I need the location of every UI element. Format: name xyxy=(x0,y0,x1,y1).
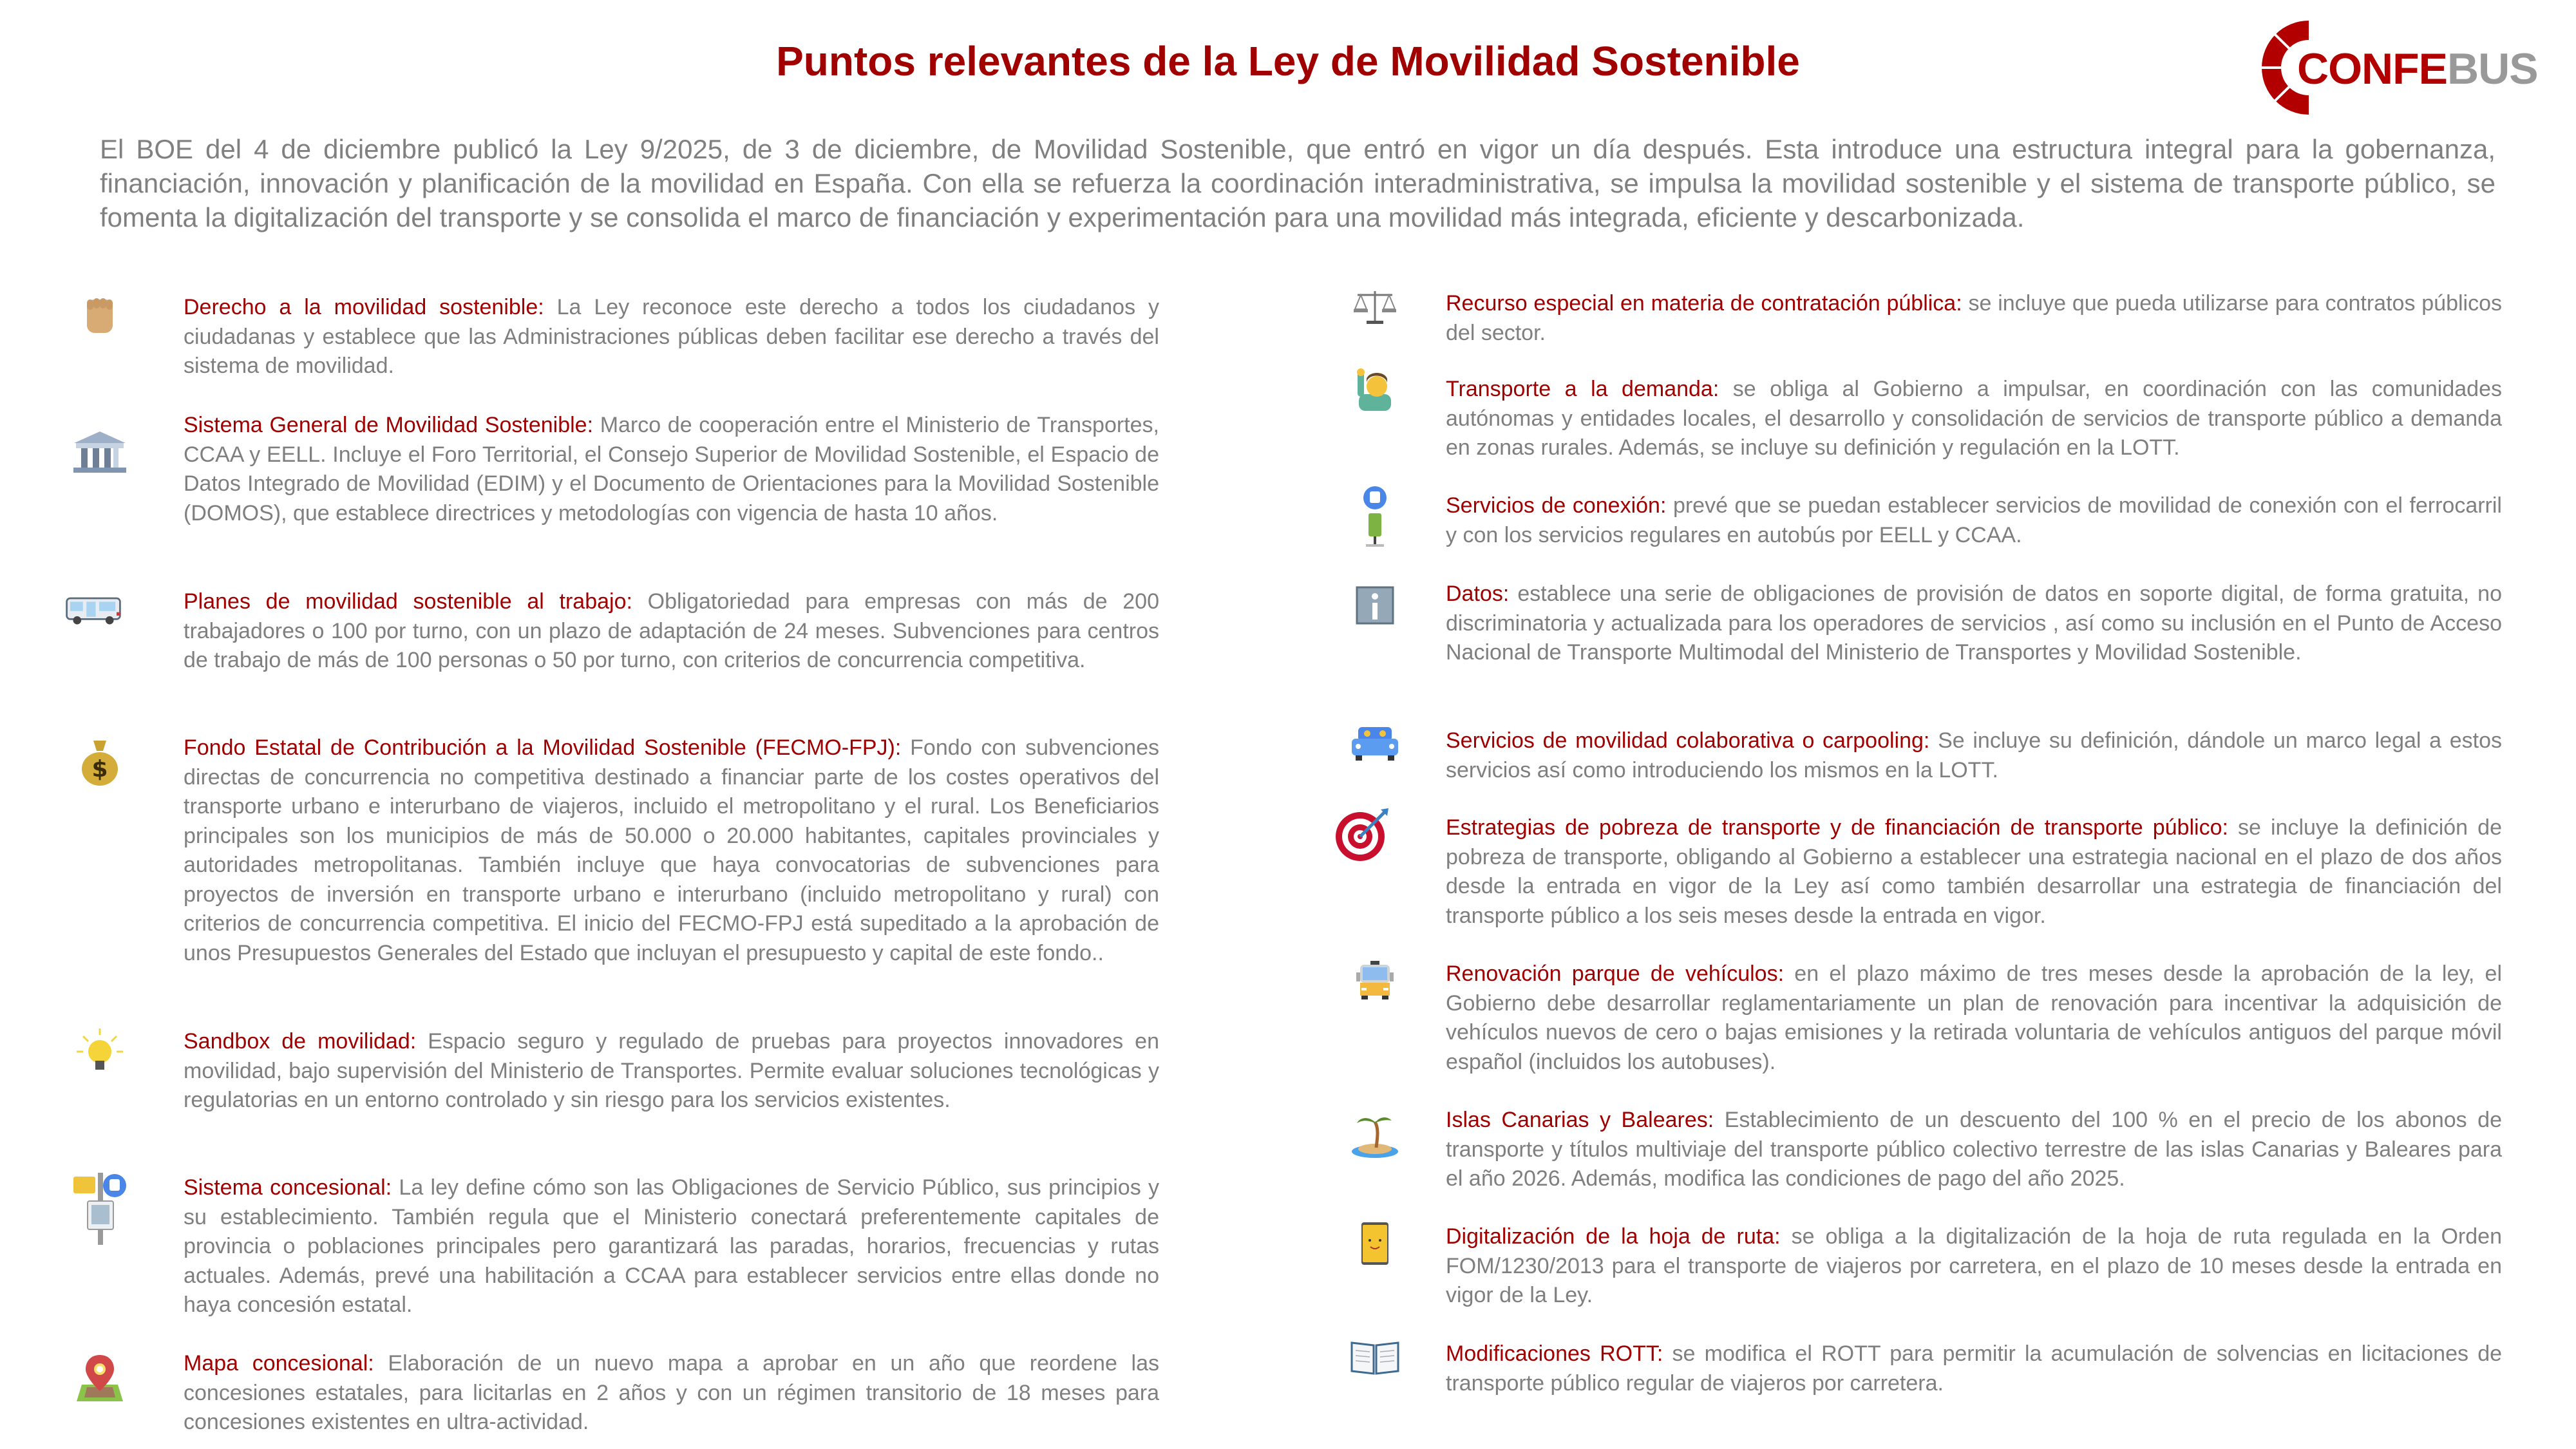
item-heading: Transporte a la demanda: xyxy=(1446,377,1719,401)
item-body: Fondo con subvenciones directas de concurrencia no competitiva destinado a financiar parte de los costes operativos del transporte urbano e interurbano de viajeros, incluido el metropolitano y el rural. Los Beneficiarios principales son los municipios de más de 50.000 o 20.000 habitantes, capitales provinciales y autoridades metropolitanas. También incluye que haya convocatorias de subvenciones para proyectos de inversión en transporte urbano e interurbano (incluido metropolitano y rural) con criterios de concurrencia competitiva. El inicio del FECMO-FPJ está supeditado a la aprobación de unos Presupuestos Generales del Estado que incluyan el presupuesto y capital de este fondo.. xyxy=(184,735,1159,965)
balance-scale-icon xyxy=(1346,278,1404,336)
bus-stop-sign-icon xyxy=(1346,485,1404,549)
item-heading: Recurso especial en materia de contratación pública: xyxy=(1446,291,1962,316)
info-icon xyxy=(1346,576,1404,634)
item-heading: Derecho a la movilidad sostenible: xyxy=(184,295,544,319)
classical-building-icon xyxy=(71,424,129,482)
bus-icon xyxy=(64,581,122,639)
logo-confe: CONFE xyxy=(2297,44,2447,93)
bus-front-icon xyxy=(1346,953,1404,1011)
item-body: Establecimiento de un descuento del 100 % en el precio de los abonos de transporte y títulos multiviaje del transporte público colectivo terrestre de las islas Canarias y Baleares para el año 2026. Además, modifica las condiciones de pago del año 2025. xyxy=(1446,1108,2503,1191)
person-raising-hand-icon xyxy=(1346,362,1404,420)
item-heading: Mapa concesional: xyxy=(184,1351,374,1376)
logo-wordmark xyxy=(2297,44,2538,94)
car-icon xyxy=(1346,715,1404,773)
item-heading: Sistema concesional: xyxy=(184,1175,392,1200)
item-body: en el plazo máximo de tres meses desde la aprobación de la ley, el Gobierno debe desarrollar reglamentariamente un plan de renovación para incentivar la adquisición de vehículos nuevos de cero o bajas emisiones y la retirada voluntaria de vehículos antiguos del parque móvil español (incluidos los autobuses). xyxy=(1446,961,2503,1074)
item-heading: Renovación parque de vehículos: xyxy=(1446,961,1785,986)
item-heading: Sandbox de movilidad: xyxy=(184,1029,417,1054)
item-body: La Ley reconoce este derecho a todos los ciudadanos y ciudadanas y establece que las Administraciones públicas deben facilitar ese derecho a través del sistema de movilidad. xyxy=(184,295,1159,378)
item-body: Elaboración de un nuevo mapa a aprobar en un año que reordene las concesiones estatales, para licitarlas en 2 años y con un régimen transitorio de 18 meses para concesiones existentes en ultra-actividad. xyxy=(184,1351,1159,1434)
item-heading: Servicios de movilidad colaborativa o carpooling: xyxy=(1446,728,1930,753)
bus-stop-icon xyxy=(71,1170,129,1247)
item-heading: Datos: xyxy=(1446,582,1510,606)
item-heading: Modificaciones ROTT: xyxy=(1446,1341,1663,1366)
item-body: se obliga a la digitalización de la hoja de ruta regulada en la Orden FOM/1230/2013 para el transporte de viajeros por carretera, en el plazo de 10 meses desde la entrada en vigor de la Ley. xyxy=(1446,1224,2502,1307)
item-body: Marco de cooperación entre el Ministerio de Transportes, CCAA y EELL. Incluye el Foro Territorial, el Consejo Superior de Movilidad Sostenible, el Espacio de Datos Integrado de Movilidad (EDIM) y el Documento de Orientaciones para la Movilidad Sostenible (DOMOS), que establece directrices y metodologías con vigencia de hasta 10 años. xyxy=(184,413,1159,526)
map-pin-icon xyxy=(71,1349,129,1407)
item-heading: Planes de movilidad sostenible al trabajo: xyxy=(184,589,632,614)
tablet-icon xyxy=(1346,1215,1404,1273)
open-book-icon xyxy=(1346,1328,1404,1386)
item-body: Obligatoriedad para empresas con más de 200 trabajadores o 100 por turno, con un plazo de adaptación de 24 meses. Subvenciones para centros de trabajo de más de 100 personas o 50 por turno, con criterios de concurrencia competitiva. xyxy=(184,589,1159,672)
light-bulb-icon xyxy=(71,1024,129,1082)
svg-text:$: $ xyxy=(91,756,108,782)
item-body: se incluye la definición de pobreza de transporte, obligando al Gobierno a establecer una estrategia nacional en el plazo de dos años desde la entrada en vigor de la Ley así como también desarrollar una estrategia de financiación del transporte público a los seis meses desde la entrada en vigor. xyxy=(1446,815,2502,928)
confebus-logo xyxy=(2251,19,2538,116)
item-body: Espacio seguro y regulado de pruebas para proyectos innovadores en movilidad, bajo supervisión del Ministerio de Transportes. Permite evaluar soluciones tecnológicas y regulatorias en un entorno controlado y sin riesgo para los servicios existentes. xyxy=(184,1029,1159,1112)
item-body: Se incluye su definición, dándole un marco legal a estos servicios así como introduciendo los mismos en la LOTT. xyxy=(1446,728,2502,782)
item-heading: Digitalización de la hoja de ruta: xyxy=(1446,1224,1781,1249)
island-icon xyxy=(1346,1106,1404,1164)
item-body: se incluye que pueda utilizarse para contratos públicos del sector. xyxy=(1446,291,2503,345)
item-body: prevé que se puedan establecer servicios de movilidad de conexión con el ferrocarril y con los servicios regulares en autobús por EELL y CCAA. xyxy=(1446,493,2502,547)
target-icon xyxy=(1333,806,1391,864)
item-body: se modifica el ROTT para permitir la acumulación de solvencias en licitaciones de transporte público regular de viajeros por carretera. xyxy=(1446,1341,2503,1396)
item-heading: Islas Canarias y Baleares: xyxy=(1446,1108,1714,1132)
item-body: establece una serie de obligaciones de provisión de datos en soporte digital, de forma gratuita, no discriminatoria y actualizada para los operadores de servicios , así como su inclusión en el Punto de Acceso Nacional de Transporte Multimodal del Ministerio de Transportes y Movilidad Sostenible. xyxy=(1446,582,2502,665)
raised-fist-icon xyxy=(71,287,129,345)
money-bag-icon xyxy=(71,734,129,791)
page-title: Puntos relevantes de la Ley de Movilidad Sostenible xyxy=(776,38,1800,84)
item-heading: Sistema General de Movilidad Sostenible: xyxy=(184,413,594,437)
item-body: se obliga al Gobierno a impulsar, en coordinación con las comunidades autónomas y entidades locales, el desarrollo y consolidación de servicios de transporte público a demanda en zonas rurales. Además, se incluye su definición y regulación en la LOTT. xyxy=(1446,377,2502,460)
logo-bus: BUS xyxy=(2447,44,2538,93)
item-heading: Servicios de conexión: xyxy=(1446,493,1667,518)
item-body: La ley define cómo son las Obligaciones de Servicio Público, sus principios y su establecimiento. También regula que el Ministerio conectará preferentemente capitales de provincia o poblaciones principales pero garantizará las paradas, horarios, frecuencias y rutas actuales. Además, prevé una habilitación a CCAA para establecer servicios entre ellas donde no haya concesión estatal. xyxy=(184,1175,1160,1317)
intro-paragraph: El BOE del 4 de diciembre publicó la Ley 9/2025, de 3 de diciembre, de Movilidad Sostenible, que entró en vigor un día después. Esta introduce una estructura integral para la gobernanza, financiación, innovación y planificación de la movilidad en España. Con ella se refuerza la coordinación interadministrativa, se impulsa la movilidad sostenible y el sistema de transporte público, se fomenta la digitalización del transporte y se consolida el marco de financiación y experimentación para una movilidad más integrada, eficiente y descarbonizada. xyxy=(100,134,2496,232)
item-heading: Fondo Estatal de Contribución a la Movilidad Sostenible (FECMO-FPJ): xyxy=(184,735,902,760)
item-heading: Estrategias de pobreza de transporte y de financiación de transporte público: xyxy=(1446,815,2228,840)
